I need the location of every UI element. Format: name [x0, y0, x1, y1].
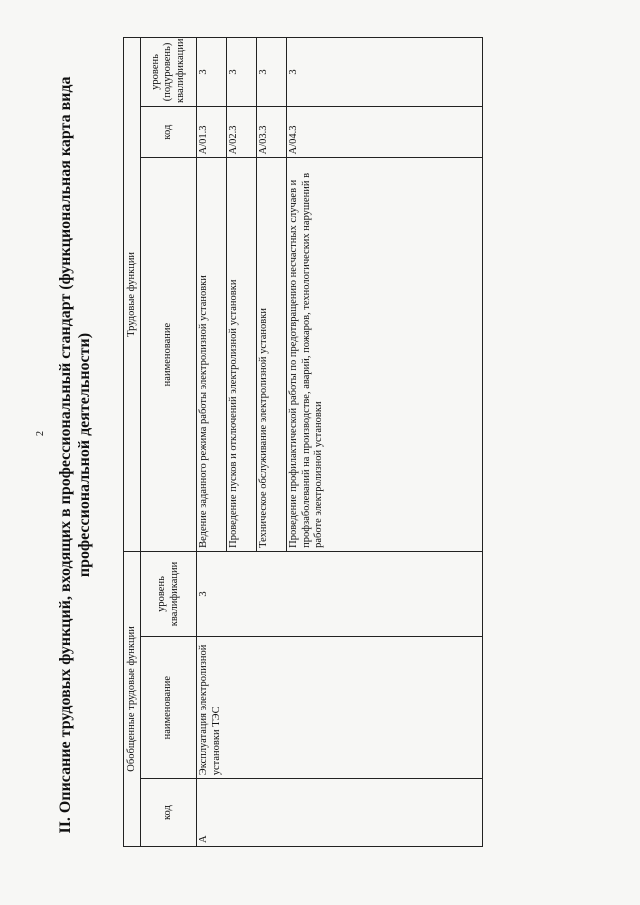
header-name: наименование [141, 637, 197, 779]
header-qual-level: уровень квалификации [141, 551, 197, 636]
header-labor-name: наименование [141, 158, 197, 552]
labor-name: Ведение заданного режима работы электролизной установки [197, 158, 227, 552]
function-map-table [123, 37, 483, 847]
section-title-line2: профессиональной деятельности) [76, 332, 93, 578]
gen-name: Эксплуатация электролизной установки ТЭС [197, 637, 483, 779]
labor-level: 3 [227, 38, 257, 107]
labor-code: A/04.3 [287, 106, 483, 157]
labor-code: A/03.3 [257, 106, 287, 157]
header-code: код [141, 779, 197, 847]
labor-name: Проведение профилактической работы по предотвращению несчастных случаев и профзаболеваний на производстве, аварий, пожаров, технологических нарушений в работе электролизной установки [287, 158, 483, 552]
section-title [56, 65, 94, 845]
section-title-line1: II. Описание трудовых функций, входящих в профессиональный стандарт (функциональная карта вида [57, 76, 74, 834]
header-labor-code: код [141, 106, 197, 157]
labor-level: 3 [257, 38, 287, 107]
header-sublevel: уровень (подуровень) квалификации [141, 38, 197, 107]
page-number: 2 [35, 431, 46, 436]
header-labor: Трудовые функции [124, 38, 141, 552]
labor-name: Проведение пусков и отключений электролизной установки [227, 158, 257, 552]
labor-level: 3 [287, 38, 483, 107]
labor-code: A/01.3 [197, 106, 227, 157]
table-row [197, 38, 227, 847]
labor-name: Техническое обслуживание электролизной установки [257, 158, 287, 552]
gen-code: А [197, 779, 483, 847]
labor-level: 3 [197, 38, 227, 107]
labor-code: A/02.3 [227, 106, 257, 157]
gen-level: 3 [197, 551, 483, 636]
header-row-1 [124, 38, 141, 847]
header-generalized: Обобщенные трудовые функции [124, 551, 141, 846]
header-row-2 [141, 38, 197, 847]
